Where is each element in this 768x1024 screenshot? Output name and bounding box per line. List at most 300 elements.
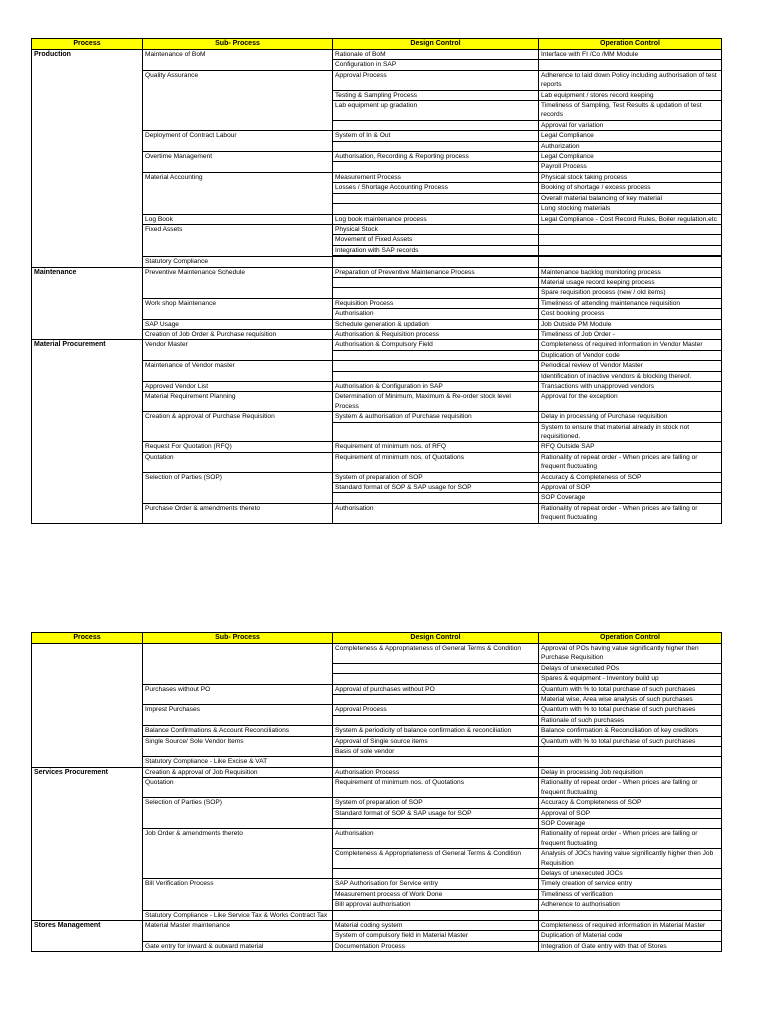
sub-process-cell: Approved Vendor List <box>143 382 333 392</box>
table-row <box>32 412 722 422</box>
design-control-cell <box>333 204 539 214</box>
operation-control-cell: Delay in processing Job requisition <box>539 767 722 777</box>
operation-control-cell: Cost booking process <box>539 309 722 319</box>
process-cell <box>32 101 143 121</box>
process-cell <box>32 235 143 245</box>
process-cell <box>32 245 143 255</box>
design-control-cell: Approval of purchases without PO <box>333 684 539 694</box>
sub-process-cell: Creation of Job Order & Purchase requisition <box>143 329 333 339</box>
process-cell <box>32 224 143 234</box>
sub-process-cell <box>143 483 333 493</box>
table-row <box>32 309 722 319</box>
control-matrix-table-2 <box>31 632 722 952</box>
process-cell <box>32 900 143 910</box>
operation-control-cell: System to ensure that material already in stock not requisitioned. <box>539 422 722 442</box>
control-matrix-table-1 <box>31 38 722 524</box>
design-control-cell: System of preparation of SOP <box>333 472 539 482</box>
design-control-cell <box>333 868 539 878</box>
design-control-cell: Measurement process of Work Done <box>333 889 539 899</box>
sub-process-cell: Gate entry for inward & outward material <box>143 941 333 951</box>
table-row <box>32 152 722 162</box>
table-row <box>32 131 722 141</box>
table-row <box>32 736 722 746</box>
process-cell <box>32 382 143 392</box>
design-control-cell: Integration with SAP records <box>333 245 539 255</box>
operation-control-cell: Rationality of repeat order - When prices are falling or frequent fluctuating <box>539 452 722 472</box>
operation-control-cell: SOP Coverage <box>539 493 722 503</box>
sub-process-cell <box>143 889 333 899</box>
process-cell <box>32 889 143 899</box>
design-control-cell <box>333 757 539 767</box>
table-header-row <box>32 633 722 644</box>
design-control-cell: Authorisation & Configuration in SAP <box>333 382 539 392</box>
sub-process-cell <box>143 674 333 684</box>
sub-process-cell <box>143 277 333 287</box>
operation-control-cell: Rationality of repeat order - When prices are falling or frequent fluctuating <box>539 503 722 523</box>
process-cell <box>32 214 143 224</box>
design-control-cell: Measurement Process <box>333 172 539 182</box>
table-row <box>32 141 722 151</box>
design-control-cell: Authorisation & Requisition process <box>333 329 539 339</box>
operation-control-cell: Overall material balancing of key material <box>539 193 722 203</box>
table-row <box>32 183 722 193</box>
process-cell <box>32 131 143 141</box>
sub-process-cell <box>143 120 333 130</box>
operation-control-cell: Lab equipment / stores record keeping <box>539 90 722 100</box>
sub-process-cell: Selection of Parties (SOP) <box>143 472 333 482</box>
table-row <box>32 941 722 951</box>
design-control-cell <box>333 361 539 371</box>
design-control-cell: Material coding system <box>333 920 539 930</box>
sub-process-cell <box>143 235 333 245</box>
design-control-cell: Completeness & Appropriateness of General Terms & Condition <box>333 644 539 664</box>
table-row <box>32 382 722 392</box>
process-cell <box>32 798 143 808</box>
sub-process-cell: Purchase Order & amendments thereto <box>143 503 333 523</box>
design-control-cell <box>333 350 539 360</box>
table-body-2 <box>32 644 722 952</box>
table-row <box>32 340 722 350</box>
header-process: Process <box>32 633 143 644</box>
operation-control-cell: Completeness of required information in Material Master <box>539 920 722 930</box>
design-control-cell: System of preparation of SOP <box>333 798 539 808</box>
design-control-cell: SAP Authorisation for Service entry <box>333 879 539 889</box>
sub-process-cell: Vendor Master <box>143 340 333 350</box>
operation-control-cell: Delays of unexecuted POs <box>539 663 722 673</box>
table-row <box>32 493 722 503</box>
process-cell <box>32 329 143 339</box>
sub-process-cell <box>143 350 333 360</box>
design-control-cell: Testing & Sampling Process <box>333 90 539 100</box>
design-control-cell <box>333 277 539 287</box>
process-cell <box>32 684 143 694</box>
design-control-cell: Approval Process <box>333 70 539 90</box>
process-cell <box>32 371 143 381</box>
operation-control-cell <box>539 245 722 255</box>
design-control-cell: Requirement of minimum nos. of Quotations <box>333 452 539 472</box>
table-row <box>32 101 722 121</box>
design-control-cell: Standard format of SOP & SAP usage for SOP <box>333 808 539 818</box>
process-cell: Production <box>32 50 143 60</box>
process-cell <box>32 493 143 503</box>
design-control-cell: Movement of Fixed Assets <box>333 235 539 245</box>
table-row <box>32 319 722 329</box>
operation-control-cell: Delays of unexecuted JOCs <box>539 868 722 878</box>
design-control-cell: Schedule generation & updation <box>333 319 539 329</box>
sub-process-cell <box>143 141 333 151</box>
sub-process-cell <box>143 644 333 664</box>
sub-process-cell <box>143 422 333 442</box>
design-control-cell: Authorisation Process <box>333 767 539 777</box>
process-cell <box>32 941 143 951</box>
operation-control-cell: Approval for variation <box>539 120 722 130</box>
process-cell <box>32 726 143 736</box>
operation-control-cell <box>539 224 722 234</box>
operation-control-cell <box>539 60 722 70</box>
sub-process-cell: Single Source/ Sole Vendor Items <box>143 736 333 746</box>
table-row <box>32 767 722 777</box>
operation-control-cell: Spares & equipment - Inventory build up <box>539 674 722 684</box>
process-cell <box>32 674 143 684</box>
table-row <box>32 684 722 694</box>
table-row <box>32 879 722 889</box>
sub-process-cell: Job Order & amendments thereto <box>143 829 333 849</box>
process-cell <box>32 257 143 267</box>
sub-process-cell <box>143 868 333 878</box>
header-design-control: Design Control <box>333 39 539 50</box>
design-control-cell <box>333 493 539 503</box>
process-cell <box>32 452 143 472</box>
sub-process-cell: Maintenance of Vendor master <box>143 361 333 371</box>
design-control-cell <box>333 162 539 172</box>
process-cell <box>32 818 143 828</box>
table-row <box>32 204 722 214</box>
design-control-cell: Log book maintenance process <box>333 214 539 224</box>
sub-process-cell: Request For Quotation (RFQ) <box>143 442 333 452</box>
sub-process-cell <box>143 371 333 381</box>
process-cell <box>32 829 143 849</box>
process-cell <box>32 663 143 673</box>
process-cell <box>32 204 143 214</box>
sub-process-cell: Purchases without PO <box>143 684 333 694</box>
process-cell <box>32 70 143 90</box>
design-control-cell: Rationale of BoM <box>333 50 539 60</box>
design-control-cell: System of compulsory field in Material Master <box>333 931 539 941</box>
design-control-cell <box>333 288 539 298</box>
process-cell <box>32 152 143 162</box>
process-cell <box>32 695 143 705</box>
design-control-cell: Losses / Shortage Accounting Process <box>333 183 539 193</box>
table-row <box>32 267 722 277</box>
process-cell <box>32 319 143 329</box>
process-cell: Stores Management <box>32 920 143 930</box>
operation-control-cell: Identification of inactive vendors & blocking thereof. <box>539 371 722 381</box>
operation-control-cell: Delay in processing of Purchase requisition <box>539 412 722 422</box>
design-control-cell: System & authorisation of Purchase requisition <box>333 412 539 422</box>
operation-control-cell: Timeliness of Job Order - <box>539 329 722 339</box>
table-row <box>32 120 722 130</box>
operation-control-cell <box>539 257 722 267</box>
sub-process-cell: Material Master maintenance <box>143 920 333 930</box>
process-cell <box>32 183 143 193</box>
process-cell: Maintenance <box>32 267 143 277</box>
table-row <box>32 193 722 203</box>
table-row <box>32 483 722 493</box>
process-cell <box>32 808 143 818</box>
process-cell <box>32 931 143 941</box>
process-cell <box>32 778 143 798</box>
operation-control-cell: Approval of POs having value significantly higher then Purchase Requisition <box>539 644 722 664</box>
table-row <box>32 298 722 308</box>
table-row <box>32 50 722 60</box>
design-control-cell: Preparation of Preventive Maintenance Process <box>333 267 539 277</box>
table-row <box>32 70 722 90</box>
process-cell <box>32 162 143 172</box>
sub-process-cell: Overtime Management <box>143 152 333 162</box>
operation-control-cell: RFQ Outside SAP <box>539 442 722 452</box>
sub-process-cell: Imprest Purchases <box>143 705 333 715</box>
operation-control-cell: Job Outside PM Module <box>539 319 722 329</box>
table-row <box>32 90 722 100</box>
sub-process-cell <box>143 715 333 725</box>
operation-control-cell <box>539 235 722 245</box>
table-row <box>32 715 722 725</box>
process-cell <box>32 736 143 746</box>
design-control-cell <box>333 120 539 130</box>
sub-process-cell <box>143 695 333 705</box>
sub-process-cell <box>143 245 333 255</box>
process-cell <box>32 747 143 757</box>
table-row <box>32 392 722 412</box>
operation-control-cell: Legal Compliance - Cost Record Rules, Boiler regulation.etc <box>539 214 722 224</box>
design-control-cell: Authorisation <box>333 503 539 523</box>
sub-process-cell <box>143 309 333 319</box>
table-row <box>32 868 722 878</box>
design-control-cell <box>333 257 539 267</box>
operation-control-cell: Adherence to laid down Policy including authorisation of test reports <box>539 70 722 90</box>
operation-control-cell: Quantum with % to total purchase of such purchases <box>539 736 722 746</box>
sub-process-cell: Statutory Compliance - Like Excise & VAT <box>143 757 333 767</box>
table-row <box>32 644 722 664</box>
design-control-cell: Authorisation <box>333 829 539 849</box>
sub-process-cell <box>143 808 333 818</box>
operation-control-cell: Accuracy & Completeness of SOP <box>539 798 722 808</box>
operation-control-cell: SOP Coverage <box>539 818 722 828</box>
table-row <box>32 288 722 298</box>
process-cell <box>32 715 143 725</box>
sub-process-cell <box>143 162 333 172</box>
design-control-cell: System & periodicity of balance confirmation & reconciliation <box>333 726 539 736</box>
header-process: Process <box>32 39 143 50</box>
operation-control-cell: Timeliness of verification <box>539 889 722 899</box>
process-cell <box>32 442 143 452</box>
sub-process-cell: Log Book <box>143 214 333 224</box>
process-cell <box>32 361 143 371</box>
table-row <box>32 747 722 757</box>
design-control-cell: Standard format of SOP & SAP usage for SOP <box>333 483 539 493</box>
table-row <box>32 214 722 224</box>
sub-process-cell <box>143 900 333 910</box>
sub-process-cell: Statutory Compliance <box>143 257 333 267</box>
design-control-cell <box>333 695 539 705</box>
operation-control-cell: Long stocking materials <box>539 204 722 214</box>
table-row <box>32 442 722 452</box>
process-cell <box>32 120 143 130</box>
design-control-cell: Approval of Single source items <box>333 736 539 746</box>
sub-process-cell: Statutory Compliance - Like Service Tax & Works Contract Tax <box>143 910 333 920</box>
process-cell: Material Procurement <box>32 340 143 350</box>
sub-process-cell: Quotation <box>143 778 333 798</box>
sub-process-cell: Quality Assurance <box>143 70 333 90</box>
sub-process-cell: SAP Usage <box>143 319 333 329</box>
process-cell <box>32 172 143 182</box>
operation-control-cell: Material usage record keeping process <box>539 277 722 287</box>
table-row <box>32 277 722 287</box>
operation-control-cell: Rationality of repeat order - When prices are falling or frequent fluctuating <box>539 829 722 849</box>
operation-control-cell: Maintenance backlog monitoring process <box>539 267 722 277</box>
design-control-cell <box>333 818 539 828</box>
table-row <box>32 452 722 472</box>
sub-process-cell <box>143 90 333 100</box>
operation-control-cell: Duplication of Material code <box>539 931 722 941</box>
operation-control-cell: Timeliness of attending maintenance requisition <box>539 298 722 308</box>
operation-control-cell: Integration of Gate entry with that of Stores <box>539 941 722 951</box>
process-cell <box>32 90 143 100</box>
design-control-cell: Authorisation & Compulsory Field <box>333 340 539 350</box>
operation-control-cell: Timely creation of service entry <box>539 879 722 889</box>
sub-process-cell: Selection of Parties (SOP) <box>143 798 333 808</box>
table-row <box>32 663 722 673</box>
process-cell <box>32 705 143 715</box>
design-control-cell: Authorisation <box>333 309 539 319</box>
design-control-cell <box>333 715 539 725</box>
sub-process-cell <box>143 101 333 121</box>
design-control-cell: Determination of Minimum, Maximum & Re-order stock level Process <box>333 392 539 412</box>
operation-control-cell: Material wise, Area wise analysis of such purchases <box>539 695 722 705</box>
sub-process-cell <box>143 818 333 828</box>
table-row <box>32 60 722 70</box>
operation-control-cell: Adherence to authorisation <box>539 900 722 910</box>
process-cell <box>32 298 143 308</box>
operation-control-cell: Completeness of required information in Vendor Master <box>539 340 722 350</box>
design-control-cell: Requisition Process <box>333 298 539 308</box>
design-control-cell: System of In & Out <box>333 131 539 141</box>
table-row <box>32 705 722 715</box>
sub-process-cell: Balance Confirmations & Account Reconciliations <box>143 726 333 736</box>
table-row <box>32 503 722 523</box>
table-row <box>32 162 722 172</box>
operation-control-cell: Rationality of repeat order - When prices are falling or frequent fluctuating <box>539 778 722 798</box>
table-row <box>32 472 722 482</box>
design-control-cell <box>333 193 539 203</box>
sub-process-cell <box>143 193 333 203</box>
table-row <box>32 235 722 245</box>
design-control-cell: Physical Stock <box>333 224 539 234</box>
sub-process-cell: Creation & approval of Job Requisition <box>143 767 333 777</box>
operation-control-cell: Quantum with % to total purchase of such purchases <box>539 705 722 715</box>
table-row <box>32 889 722 899</box>
table-row <box>32 829 722 849</box>
sub-process-cell <box>143 493 333 503</box>
header-design-control: Design Control <box>333 633 539 644</box>
operation-control-cell: Duplication of Vendor code <box>539 350 722 360</box>
process-cell <box>32 472 143 482</box>
design-control-cell: Requirement of minimum nos. of Quotations <box>333 778 539 798</box>
table-header-row <box>32 39 722 50</box>
sub-process-cell: Preventive Maintenance Schedule <box>143 267 333 277</box>
sub-process-cell <box>143 663 333 673</box>
table-row <box>32 931 722 941</box>
sub-process-cell <box>143 60 333 70</box>
table-row <box>32 695 722 705</box>
table-row <box>32 849 722 869</box>
design-control-cell <box>333 663 539 673</box>
operation-control-cell <box>539 910 722 920</box>
table-row <box>32 808 722 818</box>
process-cell <box>32 849 143 869</box>
table-row <box>32 172 722 182</box>
sub-process-cell <box>143 288 333 298</box>
header-operation-control: Operation Control <box>539 633 722 644</box>
design-control-cell: Configuration in SAP <box>333 60 539 70</box>
sub-process-cell <box>143 747 333 757</box>
table-row <box>32 726 722 736</box>
operation-control-cell: Approval of SOP <box>539 808 722 818</box>
table-row <box>32 361 722 371</box>
sub-process-cell: Fixed Assets <box>143 224 333 234</box>
operation-control-cell: Quantum with % to total purchase of such purchases <box>539 684 722 694</box>
design-control-cell <box>333 422 539 442</box>
design-control-cell <box>333 910 539 920</box>
design-control-cell: Approval Process <box>333 705 539 715</box>
table-row <box>32 920 722 930</box>
header-sub-process: Sub- Process <box>143 39 333 50</box>
sub-process-cell <box>143 849 333 869</box>
operation-control-cell: Legal Compliance <box>539 152 722 162</box>
design-control-cell <box>333 141 539 151</box>
operation-control-cell: Approval for the exception <box>539 392 722 412</box>
process-cell: Services Procurement <box>32 767 143 777</box>
sub-process-cell: Material Requirement Planning <box>143 392 333 412</box>
sub-process-cell: Quotation <box>143 452 333 472</box>
table-row <box>32 329 722 339</box>
design-control-cell <box>333 674 539 684</box>
operation-control-cell: Physical stock taking process <box>539 172 722 182</box>
operation-control-cell: Approval of SOP <box>539 483 722 493</box>
operation-control-cell: Rationale of such purchases <box>539 715 722 725</box>
table-row <box>32 224 722 234</box>
process-cell <box>32 60 143 70</box>
operation-control-cell: Analysis of JOCs having value significantly higher then Job Requisition <box>539 849 722 869</box>
design-control-cell: Documentation Process <box>333 941 539 951</box>
operation-control-cell: Payroll Process <box>539 162 722 172</box>
process-cell <box>32 644 143 664</box>
process-cell <box>32 288 143 298</box>
table-row <box>32 257 722 267</box>
process-cell <box>32 141 143 151</box>
operation-control-cell: Legal Compliance <box>539 131 722 141</box>
process-cell <box>32 910 143 920</box>
process-cell <box>32 350 143 360</box>
operation-control-cell <box>539 747 722 757</box>
process-cell <box>32 757 143 767</box>
table-row <box>32 778 722 798</box>
design-control-cell: Requirement of minimum nos. of RFQ <box>333 442 539 452</box>
table-row <box>32 818 722 828</box>
design-control-cell: Bill approval authorisation <box>333 900 539 910</box>
table-row <box>32 674 722 684</box>
header-operation-control: Operation Control <box>539 39 722 50</box>
